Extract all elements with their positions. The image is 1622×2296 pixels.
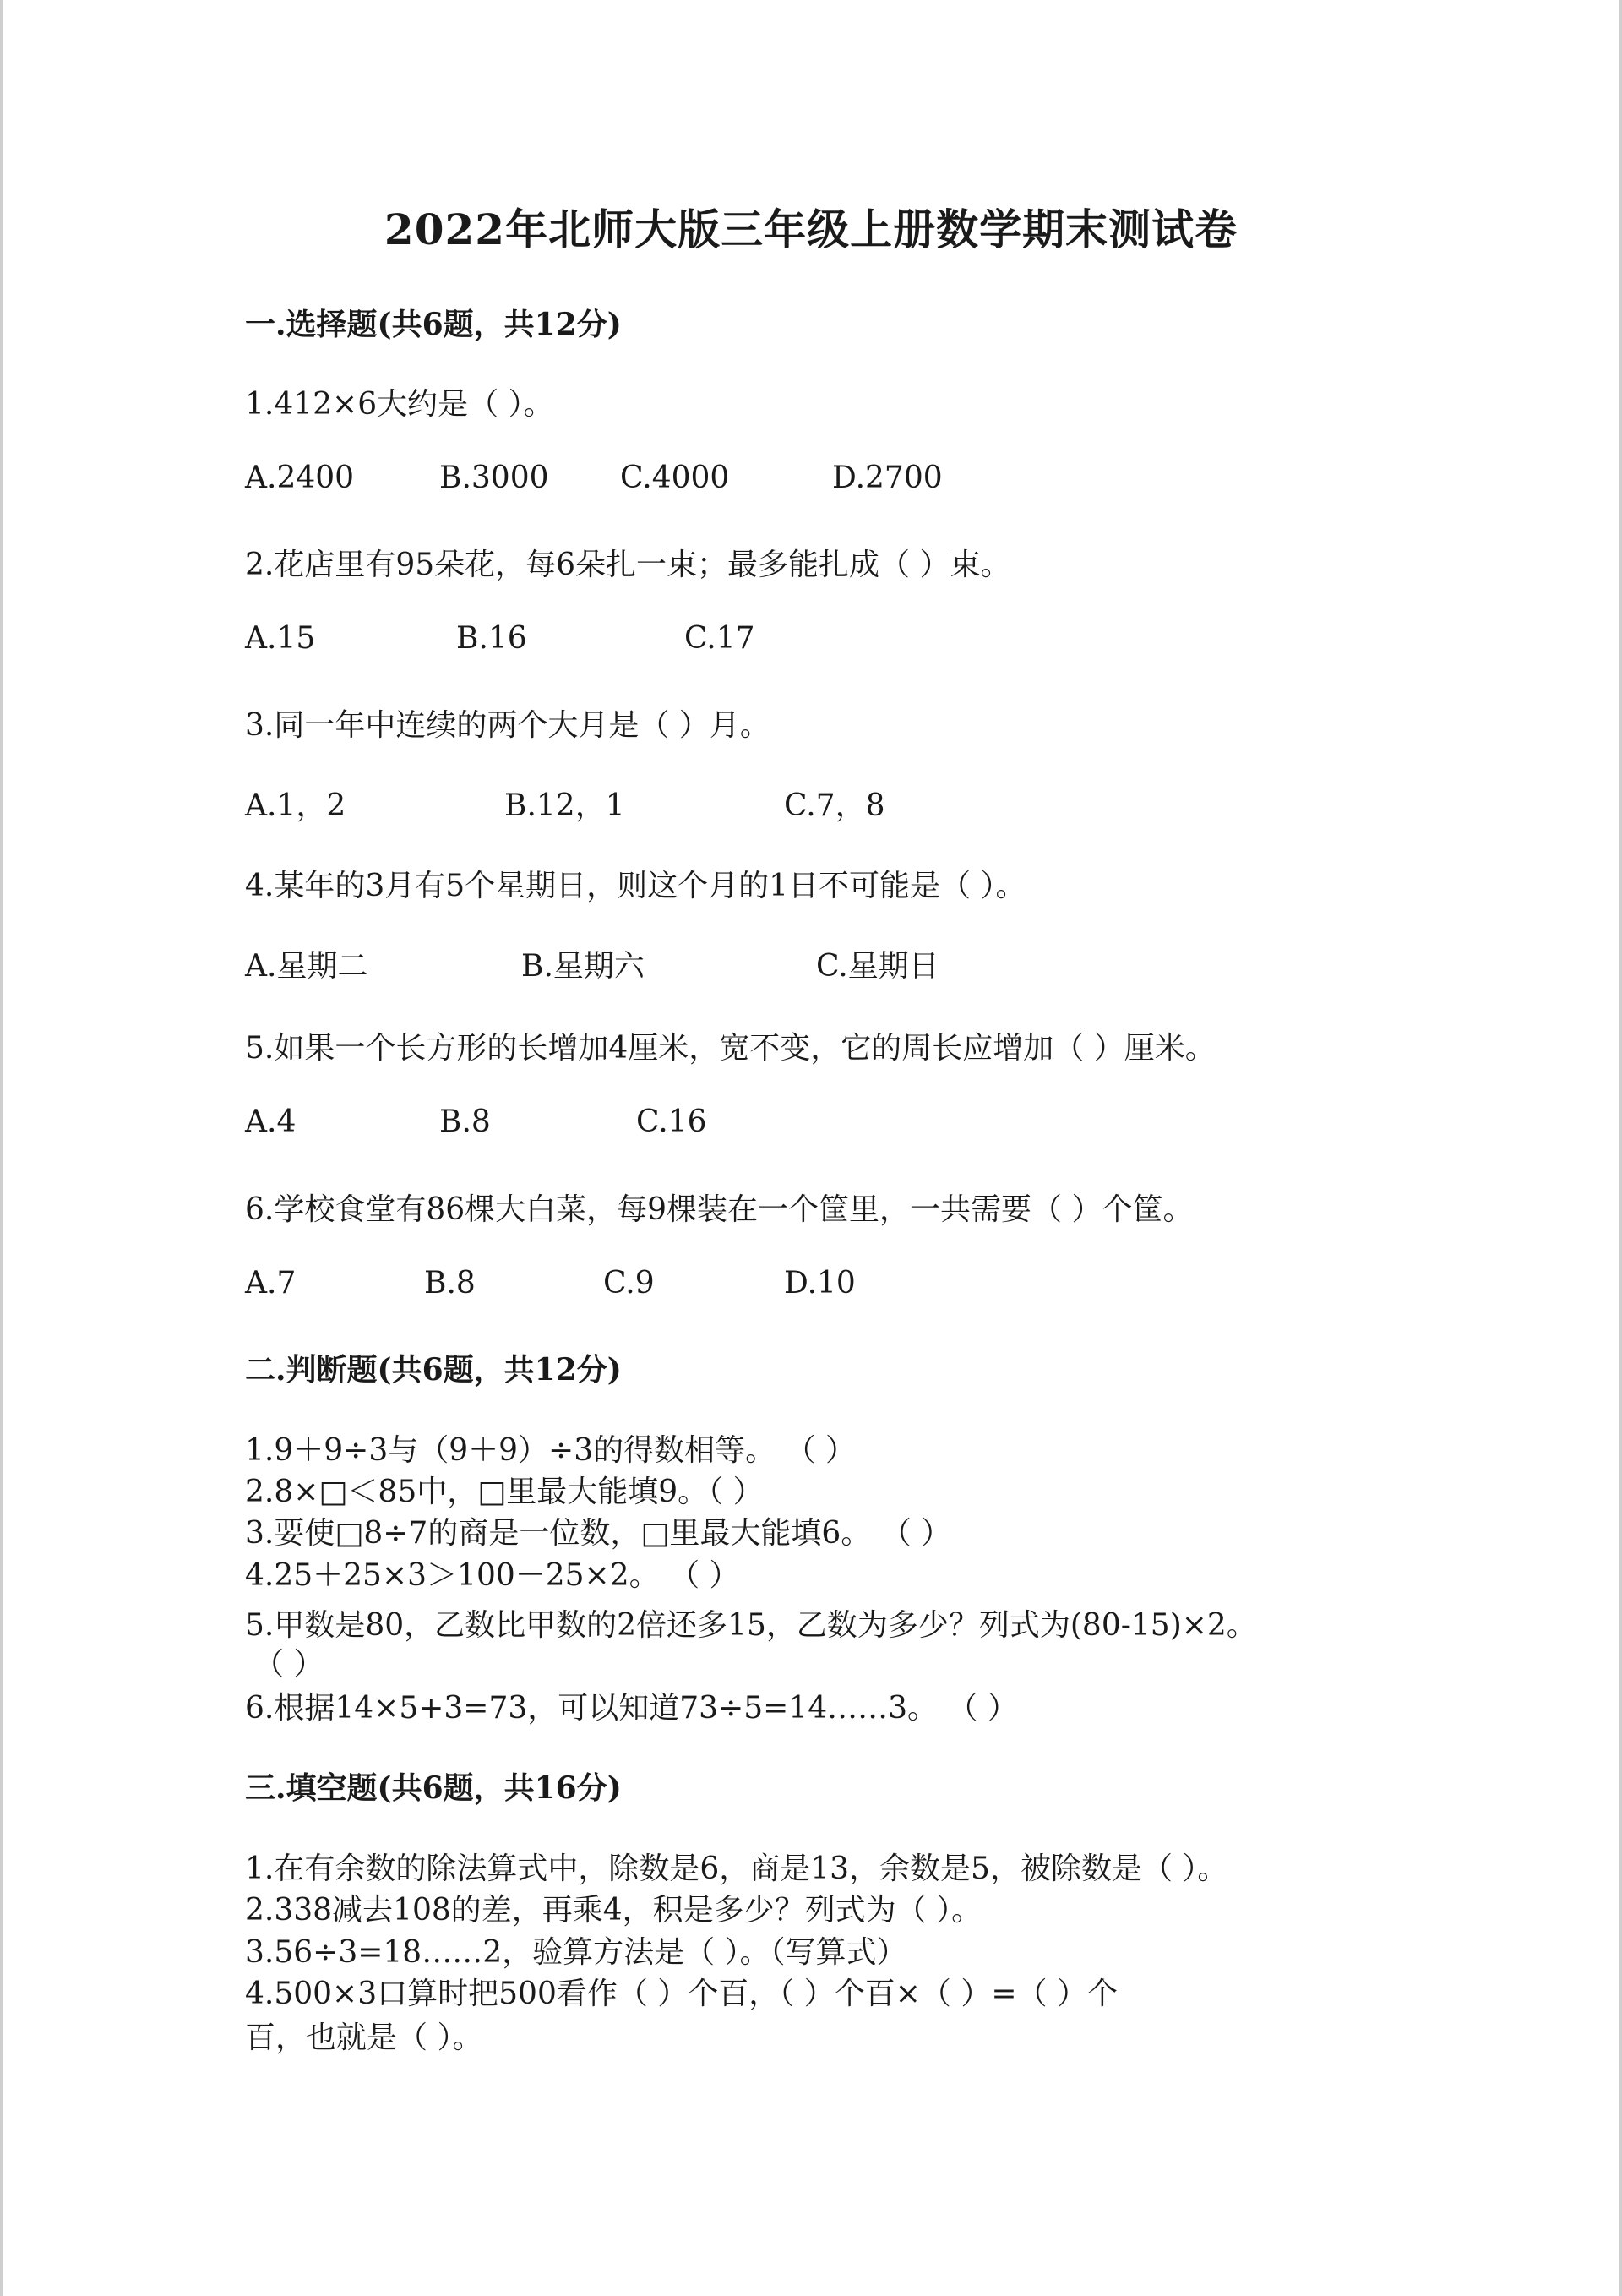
choice-option-4c: C.星期日 xyxy=(816,949,939,984)
choice-option-3a: A.1，2 xyxy=(245,788,346,823)
choice-option-6d: D.10 xyxy=(784,1266,856,1301)
choice-option-3c: C.7，8 xyxy=(784,788,885,823)
choice-question-1: 1.412×6大约是（ ）。 xyxy=(245,387,554,422)
choice-option-5b: B.8 xyxy=(439,1104,491,1139)
fill-item-4-continued: 百，也就是（ ）。 xyxy=(245,2021,483,2055)
fill-item-2: 2.338减去108的差，再乘4，积是多少？列式为（ ）。 xyxy=(245,1893,982,1928)
section-heading-judgement: 二.判断题(共6题，共12分) xyxy=(245,1352,622,1388)
judgement-item-6: 6.根据14×5+3=73，可以知道73÷5=14……3。 （ ） xyxy=(245,1691,1018,1726)
choice-option-6a: A.7 xyxy=(245,1266,297,1301)
choice-option-2c: C.17 xyxy=(684,621,755,656)
section-heading-fill-blank: 三.填空题(共6题，共16分) xyxy=(245,1770,622,1806)
judgement-item-5: 5.甲数是80，乙数比甲数的2倍还多15，乙数为多少？列式为(80-15)×2。 xyxy=(245,1608,1257,1643)
choice-option-3b: B.12，1 xyxy=(504,788,625,823)
choice-option-1d: D.2700 xyxy=(832,461,943,495)
choice-option-5a: A.4 xyxy=(245,1104,297,1139)
page-left-border xyxy=(0,0,3,2296)
judgement-item-5-blank: （ ） xyxy=(253,1647,324,1682)
judgement-item-4: 4.25＋25×3＞100－25×2。 （ ） xyxy=(245,1558,740,1593)
choice-option-4b: B.星期六 xyxy=(521,949,645,984)
choice-option-1b: B.3000 xyxy=(439,461,549,495)
fill-item-3: 3.56÷3=18……2，验算方法是（ ）。（写算式） xyxy=(245,1935,907,1970)
choice-option-2b: B.16 xyxy=(456,621,527,656)
choice-question-3: 3.同一年中连续的两个大月是（ ）月。 xyxy=(245,708,770,743)
fill-item-1: 1.在有余数的除法算式中，除数是6，商是13，余数是5，被除数是（ ）。 xyxy=(245,1852,1228,1886)
choice-option-5c: C.16 xyxy=(636,1104,707,1139)
section-heading-choice: 一.选择题(共6题，共12分) xyxy=(245,307,622,342)
choice-option-1c: C.4000 xyxy=(620,461,730,495)
choice-option-6c: C.9 xyxy=(603,1266,655,1301)
judgement-item-3: 3.要使□8÷7的商是一位数，□里最大能填6。 （ ） xyxy=(245,1516,952,1551)
fill-item-4: 4.500×3口算时把500看作（ ）个百，（ ）个百×（ ）=（ ）个 xyxy=(245,1977,1118,2011)
choice-question-6: 6.学校食堂有86棵大白菜，每9棵装在一个筐里，一共需要（ ）个筐。 xyxy=(245,1192,1194,1227)
choice-option-6b: B.8 xyxy=(424,1266,476,1301)
choice-question-4: 4.某年的3月有5个星期日，则这个月的1日不可能是（ ）。 xyxy=(245,869,1026,903)
choice-question-5: 5.如果一个长方形的长增加4厘米，宽不变，它的周长应增加（ ）厘米。 xyxy=(245,1031,1216,1066)
exam-title: 2022年北师大版三年级上册数学期末测试卷 xyxy=(384,205,1238,254)
choice-option-1a: A.2400 xyxy=(245,461,355,495)
judgement-item-1: 1.9＋9÷3与（9＋9）÷3的得数相等。 （ ） xyxy=(245,1433,856,1468)
judgement-item-2: 2.8×□＜85中，□里最大能填9。（ ） xyxy=(245,1475,764,1509)
choice-option-4a: A.星期二 xyxy=(245,949,368,984)
choice-question-2: 2.花店里有95朵花，每6朵扎一束；最多能扎成（ ）束。 xyxy=(245,548,1011,582)
choice-option-2a: A.15 xyxy=(245,621,316,656)
